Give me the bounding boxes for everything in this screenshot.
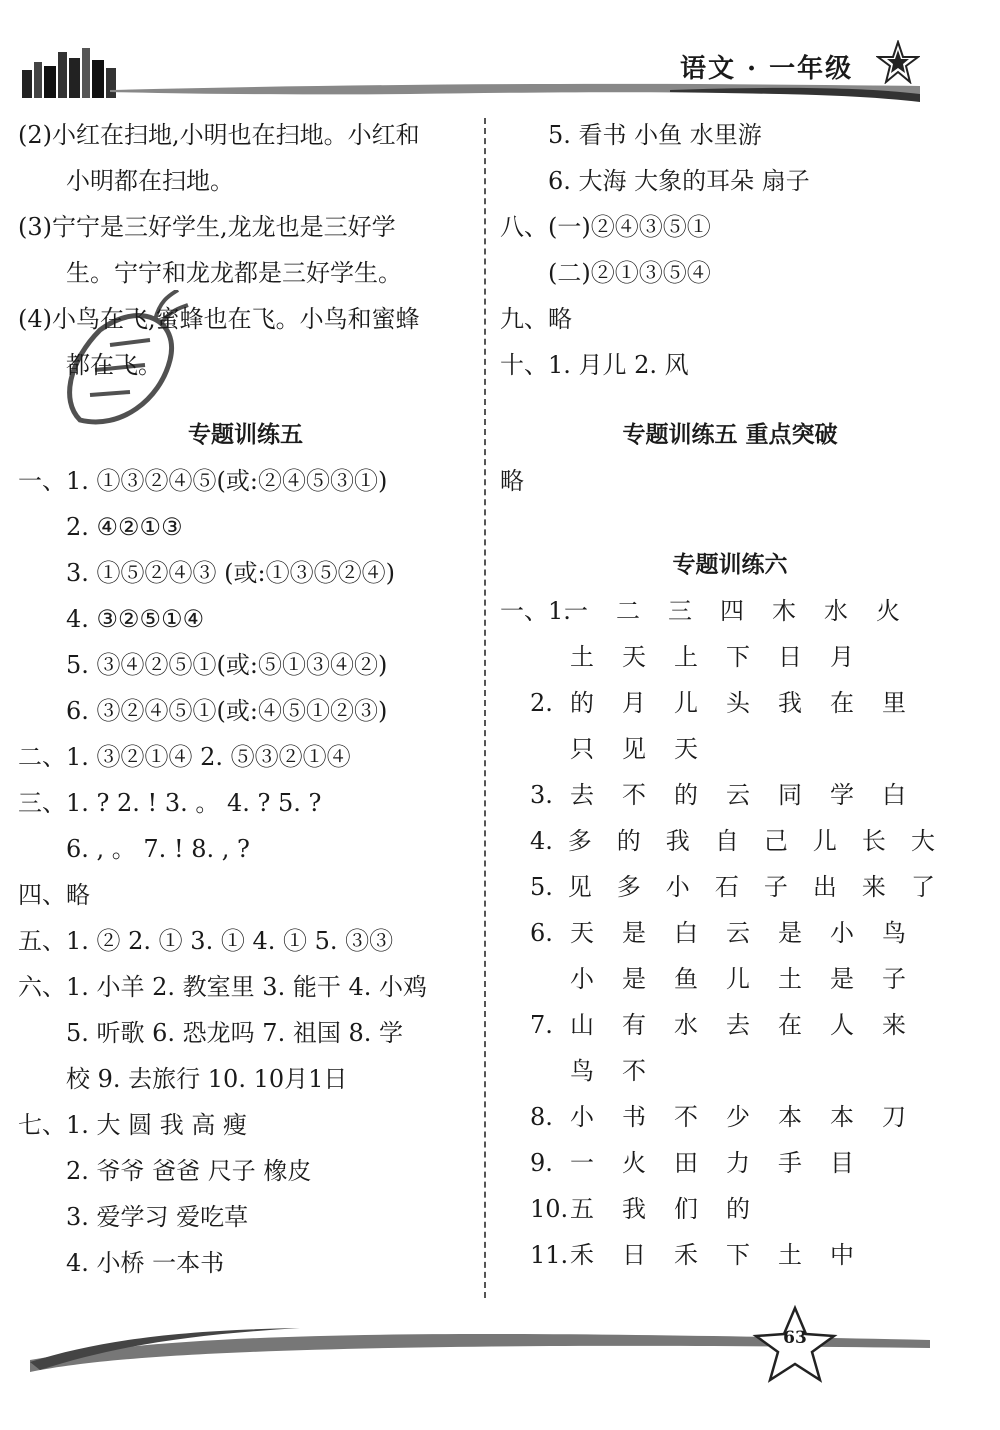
grid-char: 我 <box>622 1195 646 1223</box>
grid-char: 石 <box>714 873 739 901</box>
grid-row-label: 4. <box>530 827 553 855</box>
grid-char: 是 <box>778 919 802 947</box>
answer-line: 四、略 <box>18 881 90 909</box>
answer-line: (2)小红在扫地,小明也在扫地。小红和 <box>18 121 420 149</box>
grid-char: 田 <box>674 1149 698 1177</box>
grid-char: 来 <box>882 1011 906 1039</box>
grid-char: 禾 <box>674 1241 698 1269</box>
grid-char: 木 <box>772 597 796 625</box>
grid-char: 人 <box>830 1011 854 1039</box>
answer-line: 都在飞。 <box>66 351 162 379</box>
grid-row <box>500 680 960 726</box>
answer-line: 5. ③④②⑤①(或:⑤①③④②) <box>66 651 388 679</box>
grid-char: 不 <box>674 1103 698 1131</box>
grid-row <box>500 1048 960 1094</box>
grid-char: 本 <box>778 1103 802 1131</box>
grid-char: 鸟 <box>570 1057 594 1085</box>
page-header <box>0 0 1000 110</box>
grid-row-label: 5. <box>530 873 553 901</box>
grid-char: 多 <box>616 873 641 901</box>
grid-char: 儿 <box>812 827 837 855</box>
grid-row-label: 11. <box>530 1241 569 1269</box>
answer-line: 一、1. ①③②④⑤(或:②④⑤③①) <box>18 467 388 495</box>
answer-line: 二、1. ③②①④ 2. ⑤③②①④ <box>18 743 351 771</box>
grid-char: 天 <box>674 735 698 763</box>
grid-row <box>500 634 960 680</box>
grid-char: 学 <box>830 781 854 809</box>
grid-row <box>500 1002 960 1048</box>
section-title: 专题训练六 <box>672 552 788 578</box>
grid-char: 的 <box>674 781 698 809</box>
grid-char: 水 <box>824 597 848 625</box>
answer-line: 十、1. 月儿 2. 风 <box>500 351 689 379</box>
grid-char: 在 <box>830 689 854 717</box>
header-title: 语文 · 一年级 <box>680 54 854 84</box>
grid-row <box>500 726 960 772</box>
grid-char: 火 <box>876 597 900 625</box>
grid-row <box>500 910 960 956</box>
grid-row-label: 8. <box>530 1103 553 1131</box>
grid-char: 了 <box>910 873 935 901</box>
grid-char: 是 <box>622 919 646 947</box>
grid-char: 鸟 <box>882 919 906 947</box>
grid-char: 书 <box>622 1103 646 1131</box>
grid-char: 只 <box>570 735 594 763</box>
answer-line: (3)宁宁是三好学生,龙龙也是三好学 <box>18 213 396 241</box>
grid-char: 水 <box>674 1011 698 1039</box>
answer-line: 4. ③②⑤①④ <box>66 605 205 633</box>
grid-char: 子 <box>763 873 788 901</box>
grid-row <box>500 1094 960 1140</box>
grid-char: 力 <box>726 1149 750 1177</box>
column-divider <box>484 118 486 1298</box>
grid-row-label: 7. <box>530 1011 553 1039</box>
grid-char: 天 <box>570 919 594 947</box>
grid-char: 多 <box>567 827 592 855</box>
grid-row <box>500 1140 960 1186</box>
grid-char: 同 <box>778 781 802 809</box>
grid-char: 们 <box>674 1195 698 1223</box>
grid-char: 下 <box>726 1241 750 1269</box>
answer-line: 6. 大海 大象的耳朵 扇子 <box>548 167 810 195</box>
grid-char: 去 <box>570 781 594 809</box>
grid-char: 月 <box>830 643 854 671</box>
grid-char: 四 <box>720 597 744 625</box>
answer-line: 5. 看书 小鱼 水里游 <box>548 121 762 149</box>
grid-row-label <box>530 726 570 772</box>
grid-char: 子 <box>882 965 906 993</box>
grid-row <box>500 956 960 1002</box>
left-column <box>18 112 473 1286</box>
answer-line: 3. 爱学习 爱吃草 <box>66 1203 249 1231</box>
grid-char: 我 <box>665 827 690 855</box>
grid-char: 天 <box>622 643 646 671</box>
grid-char: 三 <box>668 597 692 625</box>
grid-char: 小 <box>665 873 690 901</box>
grid-row <box>500 1186 960 1232</box>
grid-char: 是 <box>622 965 646 993</box>
grid-char: 小 <box>570 1103 594 1131</box>
grid-char: 的 <box>570 689 594 717</box>
answer-line: 八、(一)②④③⑤① <box>500 213 711 241</box>
footer-swoosh <box>0 1300 1000 1430</box>
answer-line: (4)小鸟在飞,蜜蜂也在飞。小鸟和蜜蜂 <box>18 305 420 333</box>
section-title: 专题训练五 重点突破 <box>622 422 838 448</box>
grid-char: 少 <box>726 1103 750 1131</box>
grid-char: 不 <box>622 781 646 809</box>
grid-char: 下 <box>726 643 750 671</box>
answer-line: 七、1. 大 圆 我 高 瘦 <box>18 1111 248 1139</box>
grid-char: 一 <box>564 597 588 625</box>
answer-line: 小明都在扫地。 <box>66 167 234 195</box>
answer-line: 三、1. ? 2. ! 3. 。 4. ? 5. ? <box>18 789 322 817</box>
answer-line: 6. ③②④⑤①(或:④⑤①②③) <box>66 697 388 725</box>
grid-char: 月 <box>622 689 646 717</box>
grid-char: 的 <box>616 827 641 855</box>
answer-line: 生。宁宁和龙龙都是三好学生。 <box>66 259 402 287</box>
grid-char: 中 <box>830 1241 854 1269</box>
right-column <box>500 112 960 1278</box>
grid-char: 日 <box>622 1241 646 1269</box>
grid-char: 土 <box>778 1241 802 1269</box>
grid-char: 火 <box>622 1149 646 1177</box>
answer-line: (二)②①③⑤④ <box>548 259 711 287</box>
grid-row <box>500 1232 960 1278</box>
answer-line: 五、1. ② 2. ① 3. ① 4. ① 5. ③③ <box>18 927 394 955</box>
grid-char: 里 <box>882 689 906 717</box>
grid-char: 己 <box>763 827 788 855</box>
grid-row-label <box>530 1048 570 1094</box>
grid-char: 儿 <box>674 689 698 717</box>
grid-char: 上 <box>674 643 698 671</box>
books-icon <box>20 40 120 100</box>
grid-char: 土 <box>570 643 594 671</box>
grid-row <box>500 772 960 818</box>
grid-char: 儿 <box>726 965 750 993</box>
star-icon <box>876 40 920 84</box>
grid-char: 大 <box>910 827 935 855</box>
grid-char: 来 <box>861 873 886 901</box>
grid-char: 白 <box>882 781 906 809</box>
grid-char: 白 <box>674 919 698 947</box>
page-number: 63 <box>783 1328 807 1348</box>
answer-line: 九、略 <box>500 305 572 333</box>
grid-char: 有 <box>622 1011 646 1039</box>
grid-char: 云 <box>726 781 750 809</box>
grid-row-label: 3. <box>530 781 553 809</box>
grid-row-label <box>530 956 570 1002</box>
grid-char: 小 <box>830 919 854 947</box>
grid-char: 禾 <box>570 1241 594 1269</box>
grid-char: 自 <box>714 827 739 855</box>
grid-row-label: 6. <box>530 919 553 947</box>
answer-line: 4. 小桥 一本书 <box>66 1249 225 1277</box>
grid-row <box>500 864 960 910</box>
grid-char: 出 <box>812 873 837 901</box>
answer-line: 2. ④②①③ <box>66 513 183 541</box>
grid-char: 土 <box>778 965 802 993</box>
grid-char: 不 <box>622 1057 646 1085</box>
character-grid <box>500 588 960 1278</box>
grid-char: 去 <box>726 1011 750 1039</box>
grid-row-label: 9. <box>530 1149 553 1177</box>
answer-line: 5. 听歌 6. 恐龙吗 7. 祖国 8. 学 <box>66 1019 403 1047</box>
answer-line: 3. ①⑤②④③ (或:①③⑤②④) <box>66 559 395 587</box>
grid-char: 二 <box>616 597 640 625</box>
answer-line: 6. , 。 7. ! 8. , ? <box>66 835 250 863</box>
grid-char: 一 <box>570 1149 594 1177</box>
grid-char: 见 <box>567 873 592 901</box>
grid-char: 长 <box>861 827 886 855</box>
grid-row-label <box>530 634 570 680</box>
answer-line: 略 <box>500 467 524 495</box>
grid-row-label: 2. <box>530 689 553 717</box>
grid-char: 的 <box>726 1195 750 1223</box>
grid-char: 本 <box>830 1103 854 1131</box>
grid-char: 日 <box>778 643 802 671</box>
grid-char: 在 <box>778 1011 802 1039</box>
grid-char: 目 <box>830 1149 854 1177</box>
grid-row-label: 10. <box>530 1195 569 1223</box>
grid-row-label: 一、1. <box>500 597 571 625</box>
answer-line: 校 9. 去旅行 10. 10月1日 <box>66 1065 348 1093</box>
grid-char: 云 <box>726 919 750 947</box>
grid-char: 鱼 <box>674 965 698 993</box>
grid-row <box>500 818 960 864</box>
section-title: 专题训练五 <box>188 422 303 448</box>
grid-char: 我 <box>778 689 802 717</box>
grid-char: 刀 <box>882 1103 906 1131</box>
grid-char: 小 <box>570 965 594 993</box>
grid-char: 五 <box>570 1195 594 1223</box>
grid-row <box>500 588 960 634</box>
grid-char: 是 <box>830 965 854 993</box>
grid-char: 见 <box>622 735 646 763</box>
grid-char: 山 <box>570 1011 594 1039</box>
answer-line: 六、1. 小羊 2. 教室里 3. 能干 4. 小鸡 <box>18 973 427 1001</box>
page-footer <box>0 1300 1000 1430</box>
grid-char: 头 <box>726 689 750 717</box>
answer-line: 2. 爷爷 爸爸 尺子 橡皮 <box>66 1157 312 1185</box>
grid-char: 手 <box>778 1149 802 1177</box>
